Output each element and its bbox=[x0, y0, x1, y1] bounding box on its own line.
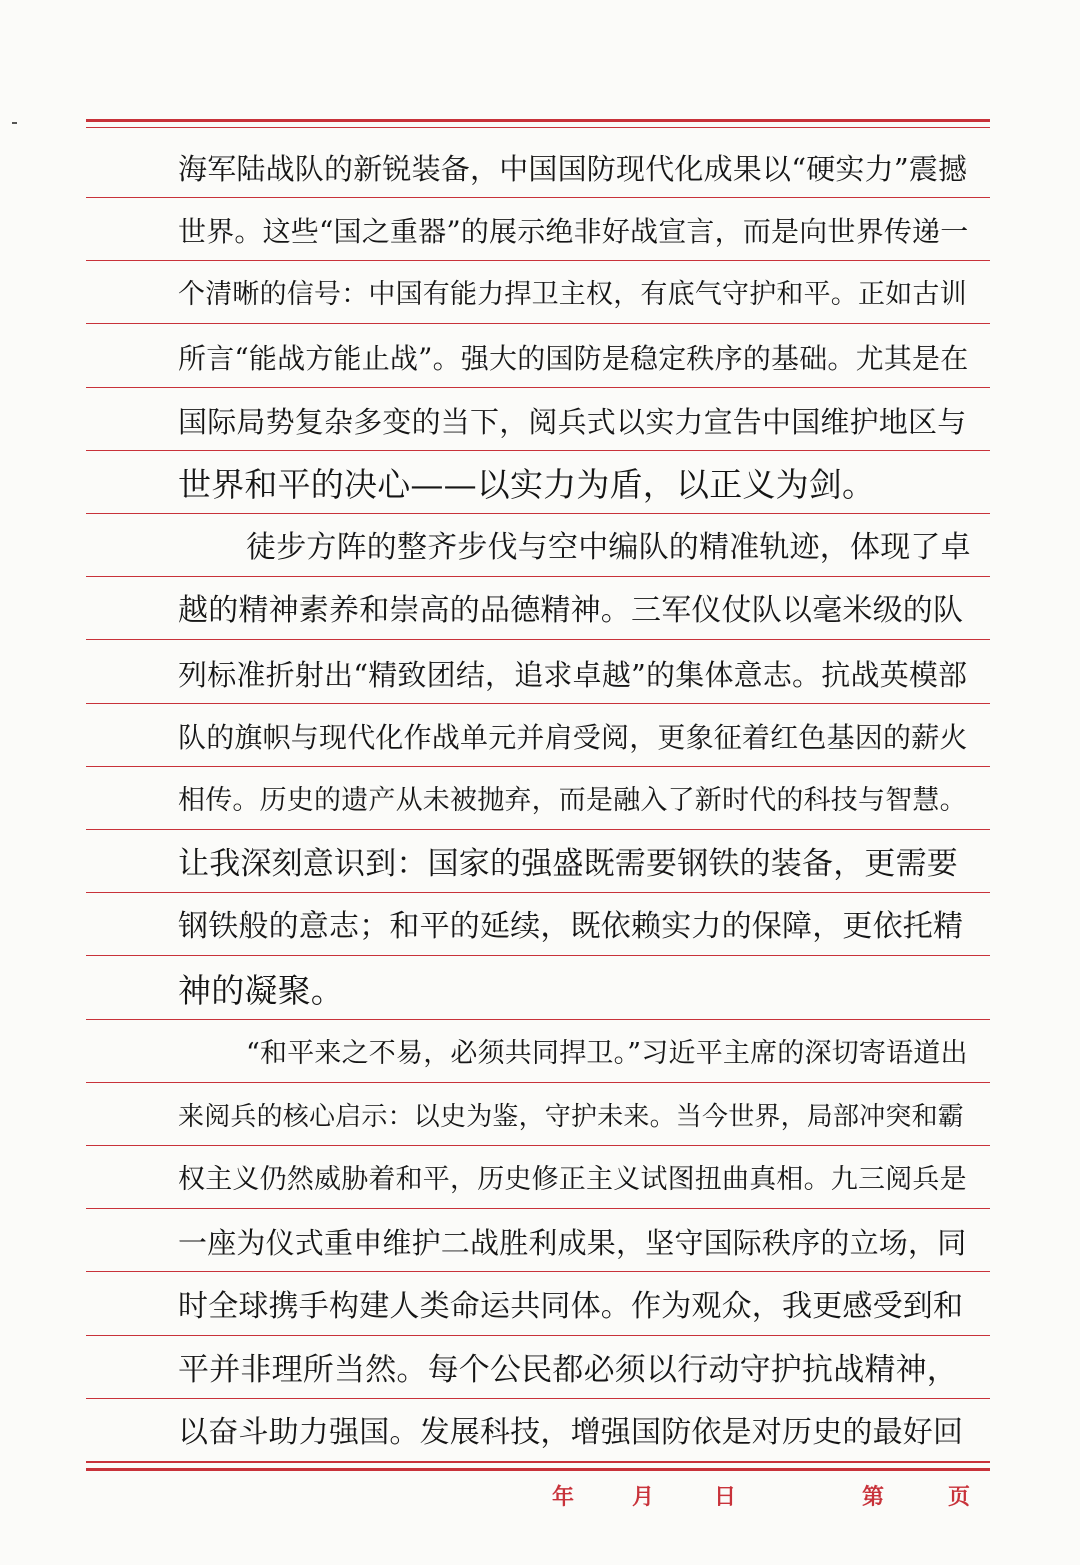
text-line bbox=[86, 954, 990, 1020]
footer-page-label: 页 bbox=[948, 1484, 971, 1509]
line-text: 神的凝聚。 bbox=[178, 970, 344, 1010]
text-line bbox=[86, 1206, 990, 1272]
text-line bbox=[86, 1333, 990, 1399]
line-text: 世界。这些“国之重器”的展示绝非好战宣言，而是向世界传递一 bbox=[178, 215, 969, 249]
line-text: 列标准折射出“精致团结，追求卓越”的集体意志。抗战英模部 bbox=[178, 657, 968, 692]
text-line bbox=[86, 322, 990, 388]
line-text: 权主义仍然威胁着和平，历史修正主义试图扭曲真相。九三阅兵是 bbox=[178, 1164, 967, 1196]
footer-day-label: 日 bbox=[714, 1484, 737, 1509]
text-line bbox=[86, 258, 990, 324]
text-line bbox=[86, 132, 990, 198]
text-line bbox=[86, 448, 990, 514]
line-text: 世界和平的决心——以实力为盾，以正义为剑。 bbox=[178, 465, 876, 504]
line-text: 所言“能战方能止战”。强大的国防是稳定秩序的基础。尤其是在 bbox=[178, 341, 969, 375]
line-text: 钢铁般的意志；和平的延续，既依赖实力的保障，更依托精 bbox=[178, 909, 964, 945]
footer-year-label: 年 bbox=[552, 1484, 575, 1509]
bottom-rule-thick bbox=[86, 1468, 990, 1471]
text-line bbox=[86, 195, 990, 261]
line-text: “和平来之不易，必须共同捍卫。”习近平主席的深切寄语道出 bbox=[246, 1037, 968, 1069]
line-text: 徒步方阵的整齐步伐与空中编队的精准轨迹，体现了卓 bbox=[246, 530, 971, 566]
line-text: 相传。历史的遗产从未被抛弃，而是融入了新时代的科技与智慧。 bbox=[178, 785, 967, 816]
line-text: 国际局势复杂多变的当下，阅兵式以实力宣告中国维护地区与 bbox=[178, 404, 967, 439]
footer-di-label: 第 bbox=[862, 1484, 885, 1509]
line-text: 以奋斗助力强国。发展科技，增强国防依是对历史的最好回 bbox=[178, 1415, 964, 1450]
text-line bbox=[86, 827, 990, 893]
line-text: 平并非理所当然。每个公民都必须以行动守护抗战精神， bbox=[178, 1351, 958, 1388]
text-line bbox=[86, 764, 990, 830]
top-rule-thin bbox=[86, 127, 990, 128]
text-line bbox=[86, 1080, 990, 1146]
top-rule-thick bbox=[86, 119, 990, 122]
text-line bbox=[86, 1270, 990, 1336]
line-text: 队的旗帜与现代化作战单元并肩受阅，更象征着红色基因的薪火 bbox=[178, 720, 968, 754]
line-text: 海军陆战队的新锐装备，中国国防现代化成果以“硬实力”震撼 bbox=[178, 152, 968, 186]
footer-month-label: 月 bbox=[632, 1484, 655, 1509]
line-text: 个清晰的信号：中国有能力捍卫主权，有底气守护和平。正如古训 bbox=[178, 279, 967, 311]
text-line bbox=[86, 385, 990, 451]
text-line bbox=[86, 890, 990, 956]
text-line bbox=[86, 574, 990, 640]
text-line bbox=[86, 638, 990, 704]
page-footer bbox=[0, 1478, 1080, 1512]
text-line bbox=[86, 511, 990, 577]
text-line bbox=[86, 701, 990, 767]
bottom-rule-thin bbox=[86, 1462, 990, 1463]
line-text: 让我深刻意识到：国家的强盛既需要钢铁的装备，更需要 bbox=[178, 846, 958, 883]
text-line bbox=[86, 1396, 990, 1462]
scan-mark bbox=[12, 122, 17, 124]
text-line bbox=[86, 1143, 990, 1209]
text-line bbox=[86, 1017, 990, 1083]
line-text: 越的精神素养和崇高的品德精神。三军仪仗队以毫米级的队 bbox=[178, 593, 964, 629]
line-text: 来阅兵的核心启示：以史为鉴，守护未来。当今世界，局部冲突和霸 bbox=[178, 1102, 965, 1132]
line-text: 时全球携手构建人类命运共同体。作为观众，我更感受到和 bbox=[178, 1288, 964, 1324]
line-text: 一座为仪式重申维护二战胜利成果，坚守国际秩序的立场，同 bbox=[178, 1226, 967, 1261]
